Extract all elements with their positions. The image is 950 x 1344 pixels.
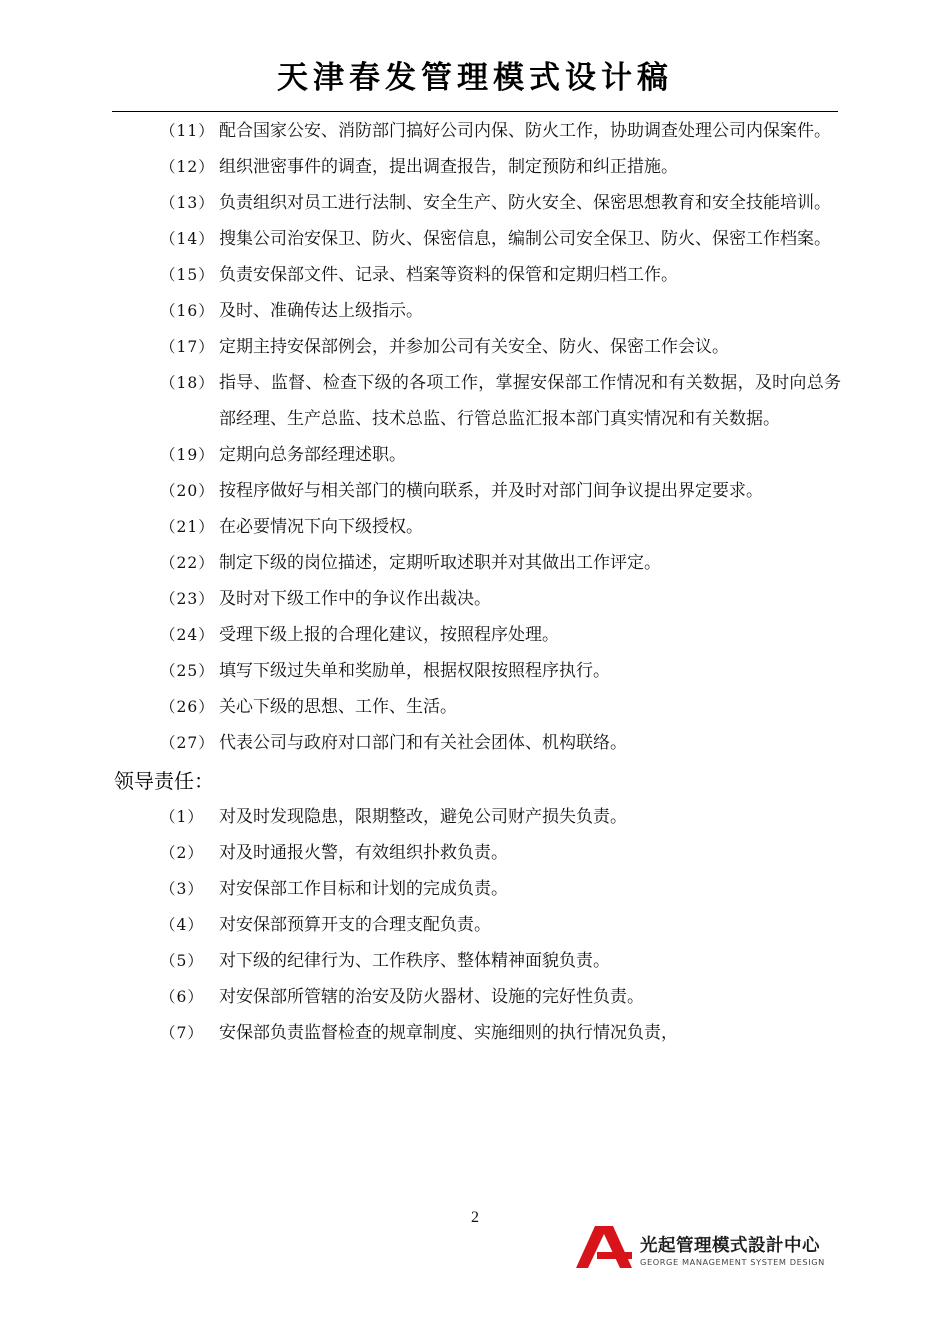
brand-tagline: GEORGE MANAGEMENT SYSTEM DESIGN	[640, 1257, 825, 1267]
list-item	[0, 725, 950, 761]
item-text: 对及时通报火警，有效组织扑救负责。	[219, 843, 508, 863]
item-number: （13）	[160, 194, 215, 212]
brand-logo-icon	[576, 1226, 634, 1268]
item-number: （20）	[160, 482, 215, 500]
item-number: （7）	[160, 1024, 204, 1042]
item-text: 受理下级上报的合理化建议，按照程序处理。	[219, 625, 559, 645]
item-text: 及时、准确传达上级指示。	[219, 301, 423, 321]
list-item	[0, 221, 950, 257]
item-number: （25）	[160, 662, 215, 680]
list-item	[0, 113, 950, 149]
list-item	[0, 509, 950, 545]
item-text: 定期主持安保部例会，并参加公司有关安全、防火、保密工作会议。	[219, 337, 729, 357]
page-number: 2	[471, 1209, 479, 1226]
item-number: （11）	[160, 122, 215, 140]
item-text: 负责安保部文件、记录、档案等资料的保管和定期归档工作。	[219, 265, 678, 285]
item-number: （5）	[160, 952, 204, 970]
item-text: 填写下级过失单和奖励单，根据权限按照程序执行。	[219, 661, 610, 681]
brand-footer	[576, 1226, 838, 1272]
document-body	[0, 113, 950, 1051]
item-number: （26）	[160, 698, 215, 716]
header-divider	[112, 111, 838, 112]
duties-list	[0, 113, 950, 761]
list-item	[0, 329, 950, 365]
item-text: 对安保部工作目标和计划的完成负责。	[219, 879, 508, 899]
item-text: 负责组织对员工进行法制、安全生产、防火安全、保密思想教育和安全技能培训。	[219, 193, 831, 213]
item-text: 及时对下级工作中的争议作出裁决。	[219, 589, 491, 609]
item-number: （27）	[160, 734, 215, 752]
item-number: （22）	[160, 554, 215, 572]
item-text: 搜集公司治安保卫、防火、保密信息，编制公司安全保卫、防火、保密工作档案。	[219, 229, 831, 249]
item-text: 代表公司与政府对口部门和有关社会团体、机构联络。	[219, 733, 627, 753]
brand-name: 光起管理模式設計中心	[640, 1236, 820, 1256]
item-number: （19）	[160, 446, 215, 464]
item-number: （16）	[160, 302, 215, 320]
item-number: （6）	[160, 988, 204, 1006]
item-text: 配合国家公安、消防部门搞好公司内保、防火工作，协助调查处理公司内保案件。	[219, 121, 831, 141]
list-item	[0, 617, 950, 653]
item-number: （1）	[160, 808, 204, 826]
item-number: （15）	[160, 266, 215, 284]
list-item	[0, 799, 950, 835]
item-number: （14）	[160, 230, 215, 248]
list-item	[0, 149, 950, 185]
document-title: 天津春发管理模式设计稿	[277, 60, 673, 96]
item-number: （24）	[160, 626, 215, 644]
item-number: （18）	[160, 374, 215, 392]
list-item	[0, 437, 950, 473]
list-item	[0, 185, 950, 221]
item-text: 制定下级的岗位描述，定期听取述职并对其做出工作评定。	[219, 553, 661, 573]
list-item	[0, 835, 950, 871]
list-item	[0, 907, 950, 943]
item-number: （3）	[160, 880, 204, 898]
list-item	[0, 581, 950, 617]
item-text: 对及时发现隐患，限期整改，避免公司财产损失负责。	[219, 807, 627, 827]
item-text: 安保部负责监督检查的规章制度、实施细则的执行情况负责，	[219, 1023, 678, 1043]
section-heading-leadership: 领导责任：	[114, 769, 214, 793]
item-text: 对安保部所管辖的治安及防火器材、设施的完好性负责。	[219, 987, 644, 1007]
item-text: 对安保部预算开支的合理支配负责。	[219, 915, 491, 935]
item-number: （23）	[160, 590, 215, 608]
list-item	[0, 979, 950, 1015]
item-text: 在必要情况下向下级授权。	[219, 517, 423, 537]
list-item	[0, 293, 950, 329]
list-item	[0, 545, 950, 581]
item-number: （2）	[160, 844, 204, 862]
item-number: （4）	[160, 916, 204, 934]
list-item	[0, 943, 950, 979]
item-text: 定期向总务部经理述职。	[219, 445, 406, 465]
list-item	[0, 473, 950, 509]
item-number: （21）	[160, 518, 215, 536]
item-number: （12）	[160, 158, 215, 176]
list-item	[0, 257, 950, 293]
list-item	[0, 365, 950, 437]
item-text: 指导、监督、检查下级的各项工作，掌握安保部工作情况和有关数据，及时向总务部经理、生产总监、技术总监、行管总监汇报本部门真实情况和有关数据。	[219, 373, 841, 429]
item-text: 组织泄密事件的调查，提出调查报告，制定预防和纠正措施。	[219, 157, 678, 177]
list-item	[0, 689, 950, 725]
list-item	[0, 653, 950, 689]
list-item	[0, 1015, 950, 1051]
leadership-list	[0, 799, 950, 1051]
list-item	[0, 871, 950, 907]
item-number: （17）	[160, 338, 215, 356]
item-text: 对下级的纪律行为、工作秩序、整体精神面貌负责。	[219, 951, 610, 971]
item-text: 按程序做好与相关部门的横向联系，并及时对部门间争议提出界定要求。	[219, 481, 763, 501]
item-text: 关心下级的思想、工作、生活。	[219, 697, 457, 717]
